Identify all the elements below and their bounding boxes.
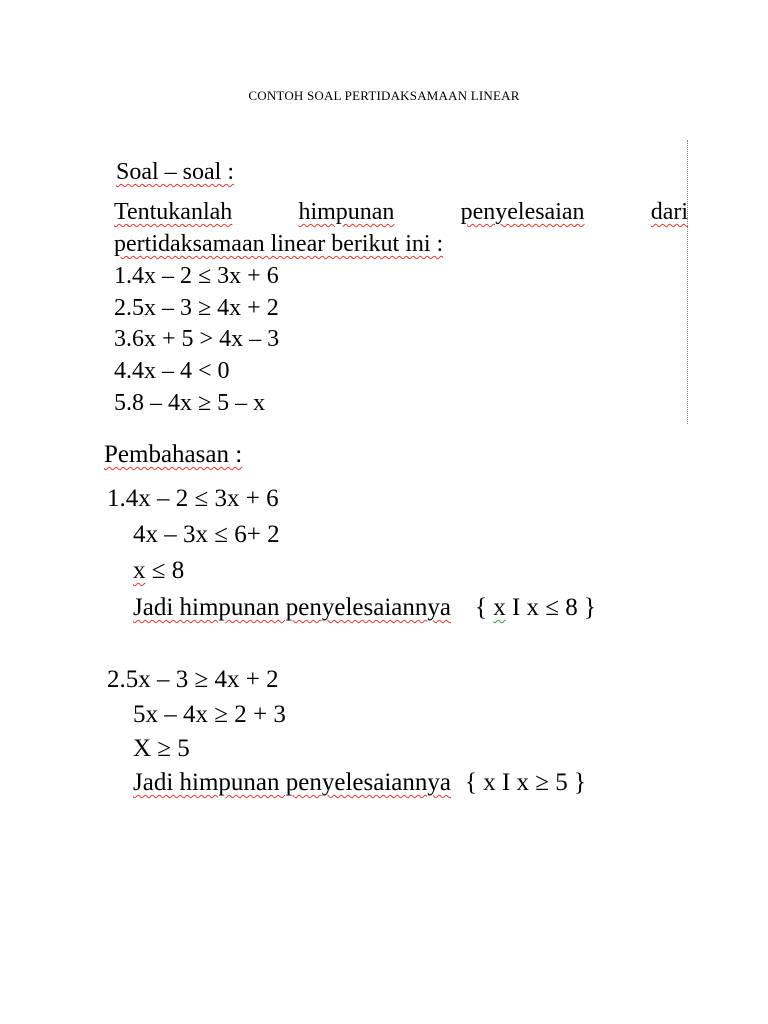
pembahasan-heading (104, 442, 242, 467)
intro-line2-text: pertidaksamaan linear berikut ini : (114, 231, 444, 257)
page-title: CONTOH SOAL PERTIDAKSAMAAN LINEAR (248, 88, 520, 103)
problem-item: 3.6x + 5 > 4x – 3 (114, 326, 280, 352)
intro-word: Tentukanlah (114, 199, 233, 225)
intro-word: penyelesaian (460, 199, 585, 225)
text-box-border (687, 140, 688, 424)
solution-problem: 1.4x – 2 ≤ 3x + 6 (107, 485, 279, 512)
soal-intro-line1 (114, 200, 688, 224)
intro-word: himpunan (298, 199, 395, 225)
pembahasan-heading-text: Pembahasan : (104, 441, 243, 468)
problem-item: 1.4x – 2 ≤ 3x + 6 (114, 263, 279, 289)
step-rest: ≤ 8 (145, 557, 185, 584)
set-variable: x (493, 594, 506, 621)
solution-problem: 2.5x – 3 ≥ 4x + 2 (107, 666, 279, 693)
solution-conclusion (133, 595, 596, 620)
soal-intro-line2 (114, 232, 443, 256)
soal-heading-text: Soal – soal : (116, 159, 234, 185)
step-variable: x (133, 557, 146, 584)
solution-step: 5x – 4x ≥ 2 + 3 (133, 701, 286, 728)
set-rest: { x I x ≥ 5 } (464, 769, 587, 796)
solution-step: 4x – 3x ≤ 6+ 2 (133, 521, 280, 548)
problem-item: 5.8 – 4x ≥ 5 – x (114, 390, 266, 416)
conclusion-text: Jadi himpunan penyelesaiannya (133, 594, 451, 621)
solution-conclusion (133, 770, 586, 795)
intro-word: dari (650, 199, 688, 225)
brace-open: { (474, 594, 487, 621)
solution-step: X ≥ 5 (133, 735, 190, 762)
problem-item: 2.5x – 3 ≥ 4x + 2 (114, 295, 279, 321)
soal-heading (116, 160, 234, 184)
conclusion-text: Jadi himpunan penyelesaiannya (133, 769, 451, 796)
solution-step (133, 558, 184, 583)
problem-item: 4.4x – 4 < 0 (114, 358, 230, 384)
set-rest: I x ≤ 8 } (505, 594, 597, 621)
